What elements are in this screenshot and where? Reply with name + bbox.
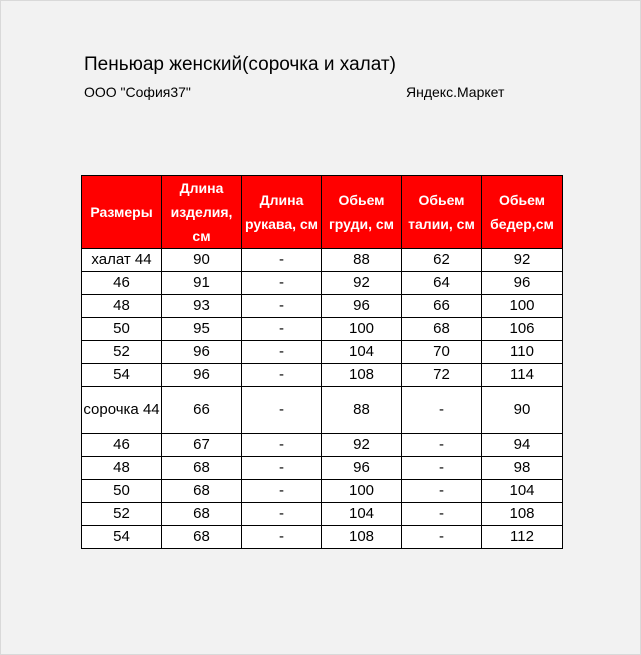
sleeve-cell: - [242,457,322,480]
hips-cell: 90 [482,387,563,434]
length-cell: 96 [162,341,242,364]
table-row [82,364,563,387]
chest-cell: 100 [322,480,402,503]
sleeve-cell: - [242,341,322,364]
sleeve-cell: - [242,249,322,272]
table-body [82,249,563,549]
table-row [82,249,563,272]
header-length: Длина изделия, см [162,176,242,249]
hips-cell: 96 [482,272,563,295]
table-row [82,272,563,295]
length-cell: 68 [162,480,242,503]
hips-cell: 94 [482,434,563,457]
company-name: ООО "София37" [84,84,191,100]
header-hips: Обьем бедер,см [482,176,563,249]
table-row [82,387,563,434]
chest-cell: 88 [322,249,402,272]
hips-cell: 100 [482,295,563,318]
hips-cell: 106 [482,318,563,341]
hips-cell: 108 [482,503,563,526]
size-cell: 46 [82,272,162,295]
sleeve-cell: - [242,364,322,387]
size-cell: 50 [82,318,162,341]
header-waist: Обьем талии, см [402,176,482,249]
length-cell: 67 [162,434,242,457]
header-size: Размеры [82,176,162,249]
length-cell: 91 [162,272,242,295]
sleeve-cell: - [242,387,322,434]
hips-cell: 110 [482,341,563,364]
hips-cell: 112 [482,526,563,549]
size-cell: 48 [82,457,162,480]
chest-cell: 104 [322,503,402,526]
size-cell: 48 [82,295,162,318]
hips-cell: 98 [482,457,563,480]
table-row [82,480,563,503]
document-title: Пеньюар женский(сорочка и халат) [84,54,396,75]
waist-cell: 72 [402,364,482,387]
sleeve-cell: - [242,272,322,295]
sleeve-cell: - [242,526,322,549]
waist-cell: - [402,434,482,457]
length-cell: 93 [162,295,242,318]
waist-cell: 68 [402,318,482,341]
chest-cell: 92 [322,272,402,295]
chest-cell: 108 [322,364,402,387]
table-row [82,457,563,480]
size-cell: 50 [82,480,162,503]
chest-cell: 96 [322,457,402,480]
chest-cell: 100 [322,318,402,341]
table-header-row [82,176,563,249]
table-row [82,526,563,549]
waist-cell: - [402,457,482,480]
size-cell: 54 [82,526,162,549]
header-chest: Обьем груди, см [322,176,402,249]
length-cell: 66 [162,387,242,434]
chest-cell: 108 [322,526,402,549]
size-cell: 54 [82,364,162,387]
length-cell: 96 [162,364,242,387]
waist-cell: - [402,387,482,434]
waist-cell: - [402,503,482,526]
size-cell: сорочка 44 [82,387,162,434]
sleeve-cell: - [242,434,322,457]
table-row [82,503,563,526]
waist-cell: - [402,526,482,549]
size-cell: 46 [82,434,162,457]
waist-cell: 70 [402,341,482,364]
table-row [82,318,563,341]
hips-cell: 114 [482,364,563,387]
waist-cell: 66 [402,295,482,318]
sleeve-cell: - [242,318,322,341]
size-chart-table [81,175,563,549]
length-cell: 90 [162,249,242,272]
hips-cell: 92 [482,249,563,272]
hips-cell: 104 [482,480,563,503]
waist-cell: 64 [402,272,482,295]
chest-cell: 104 [322,341,402,364]
length-cell: 68 [162,526,242,549]
length-cell: 68 [162,503,242,526]
chest-cell: 88 [322,387,402,434]
table-row [82,341,563,364]
chest-cell: 92 [322,434,402,457]
sleeve-cell: - [242,480,322,503]
waist-cell: 62 [402,249,482,272]
length-cell: 95 [162,318,242,341]
size-cell: 52 [82,503,162,526]
sleeve-cell: - [242,503,322,526]
length-cell: 68 [162,457,242,480]
sleeve-cell: - [242,295,322,318]
size-cell: 52 [82,341,162,364]
marketplace-name: Яндекс.Маркет [406,84,505,100]
waist-cell: - [402,480,482,503]
size-cell: халат 44 [82,249,162,272]
table-row [82,295,563,318]
chest-cell: 96 [322,295,402,318]
table-row [82,434,563,457]
header-sleeve: Длина рукава, см [242,176,322,249]
